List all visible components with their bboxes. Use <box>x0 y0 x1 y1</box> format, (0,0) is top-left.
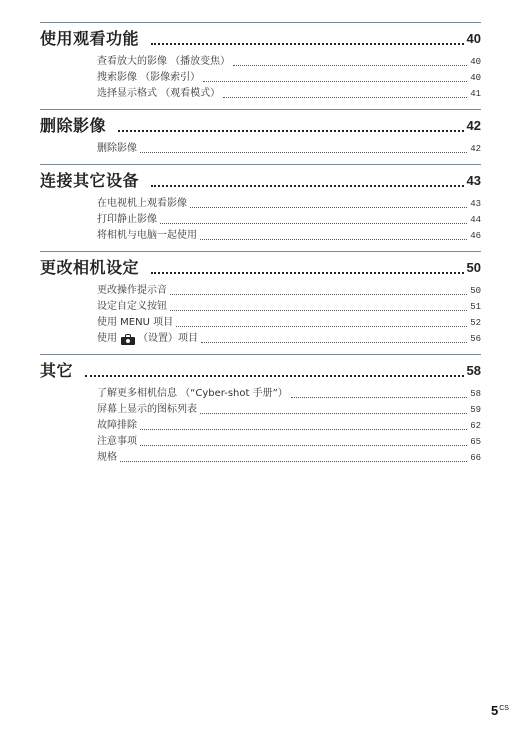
toc-entry[interactable] <box>97 53 481 69</box>
dot-leader <box>201 342 467 343</box>
section-page-number: 43 <box>466 173 481 188</box>
section-title: 使用观看功能 <box>40 29 140 48</box>
dot-leader <box>85 375 464 377</box>
entry-page-number: 41 <box>470 89 481 99</box>
dot-leader <box>170 310 467 311</box>
toc-entry[interactable] <box>97 195 481 211</box>
dot-leader <box>140 152 467 153</box>
entry-label: 查看放大的影像 （播放变焦） <box>97 56 231 67</box>
toc-entry[interactable] <box>97 433 481 449</box>
toc-entry[interactable] <box>97 282 481 298</box>
entry-page-number: 58 <box>470 389 481 399</box>
toc-section-header[interactable] <box>40 254 481 278</box>
section-title: 连接其它设备 <box>40 171 140 190</box>
entry-page-number: 65 <box>470 437 481 447</box>
entry-page-number: 42 <box>470 144 481 154</box>
toc-entry[interactable] <box>97 385 481 401</box>
dot-leader <box>170 294 467 295</box>
toc-section-header[interactable] <box>40 357 481 381</box>
dot-leader <box>160 223 467 224</box>
entry-label <box>97 332 198 346</box>
entry-page-number: 51 <box>470 302 481 312</box>
table-of-contents <box>40 22 481 465</box>
toc-entry[interactable] <box>97 211 481 227</box>
entry-label: 规格 <box>97 452 117 463</box>
entry-label: 将相机与电脑一起使用 <box>97 230 197 241</box>
toc-section <box>40 109 481 156</box>
toc-entries <box>97 49 481 101</box>
entry-page-number: 56 <box>470 334 481 344</box>
entry-label: 屏幕上显示的图标列表 <box>97 404 197 415</box>
section-title: 更改相机设定 <box>40 258 140 277</box>
entry-label: 选择显示格式 （观看模式） <box>97 88 221 99</box>
dot-leader <box>140 429 467 430</box>
entry-page-number: 59 <box>470 405 481 415</box>
entry-page-number: 62 <box>470 421 481 431</box>
toc-entry[interactable] <box>97 298 481 314</box>
section-page-number: 50 <box>466 260 481 275</box>
page-number-value: 5 <box>491 703 499 718</box>
entry-label-suffix: （设置）项目 <box>138 333 198 344</box>
toc-entry[interactable] <box>97 140 481 156</box>
toc-section <box>40 164 481 243</box>
toc-entry[interactable] <box>97 227 481 243</box>
dot-leader <box>151 43 464 45</box>
section-title: 删除影像 <box>40 116 107 135</box>
toc-entries <box>97 191 481 243</box>
toc-entry[interactable] <box>97 449 481 465</box>
toc-section-header[interactable] <box>40 25 481 49</box>
dot-leader <box>200 413 467 414</box>
toc-entries <box>97 278 481 346</box>
entry-label: 了解更多相机信息 （“Cyber-shot 手册”） <box>97 388 288 399</box>
dot-leader <box>140 445 467 446</box>
dot-leader <box>151 272 464 274</box>
toc-entry[interactable] <box>97 401 481 417</box>
entry-label: 删除影像 <box>97 143 137 154</box>
section-page-number: 42 <box>466 118 481 133</box>
dot-leader <box>176 326 467 327</box>
dot-leader <box>203 81 467 82</box>
toc-section <box>40 22 481 101</box>
entry-page-number: 50 <box>470 286 481 296</box>
dot-leader <box>223 97 467 98</box>
entry-page-number: 44 <box>470 215 481 225</box>
toc-section <box>40 354 481 465</box>
dot-leader <box>291 397 467 398</box>
entry-page-number: 43 <box>470 199 481 209</box>
language-code: CS <box>499 705 509 712</box>
toc-entry[interactable] <box>97 417 481 433</box>
toc-entry[interactable] <box>97 314 481 330</box>
entry-label: 打印静止影像 <box>97 214 157 225</box>
toc-entries <box>97 136 481 156</box>
entry-page-number: 46 <box>470 231 481 241</box>
dot-leader <box>151 185 464 187</box>
dot-leader <box>118 130 464 132</box>
entry-page-number: 40 <box>470 73 481 83</box>
entry-label: 使用 MENU 项目 <box>97 317 174 328</box>
entry-label-prefix: 使用 <box>97 333 117 344</box>
toc-section-header[interactable] <box>40 112 481 136</box>
section-title: 其它 <box>40 361 74 380</box>
entry-label: 设定自定义按钮 <box>97 301 167 312</box>
entry-label: 在电视机上观看影像 <box>97 198 187 209</box>
entry-page-number: 66 <box>470 453 481 463</box>
entry-page-number: 52 <box>470 318 481 328</box>
dot-leader <box>190 207 467 208</box>
section-page-number: 58 <box>466 363 481 378</box>
toc-section <box>40 251 481 346</box>
dot-leader <box>200 239 467 240</box>
page-number <box>491 703 509 718</box>
entry-label: 搜索影像 （影像索引） <box>97 72 201 83</box>
toc-section-header[interactable] <box>40 167 481 191</box>
toc-entries <box>97 381 481 465</box>
toc-entry[interactable] <box>97 85 481 101</box>
toc-entry[interactable] <box>97 330 481 346</box>
entry-page-number: 40 <box>470 57 481 67</box>
dot-leader <box>233 65 467 66</box>
toc-entry[interactable] <box>97 69 481 85</box>
section-page-number: 40 <box>466 31 481 46</box>
setup-toolbox-icon <box>121 334 135 345</box>
dot-leader <box>120 461 467 462</box>
entry-label: 注意事项 <box>97 436 137 447</box>
entry-label: 更改操作提示音 <box>97 285 167 296</box>
entry-label: 故障排除 <box>97 420 137 431</box>
